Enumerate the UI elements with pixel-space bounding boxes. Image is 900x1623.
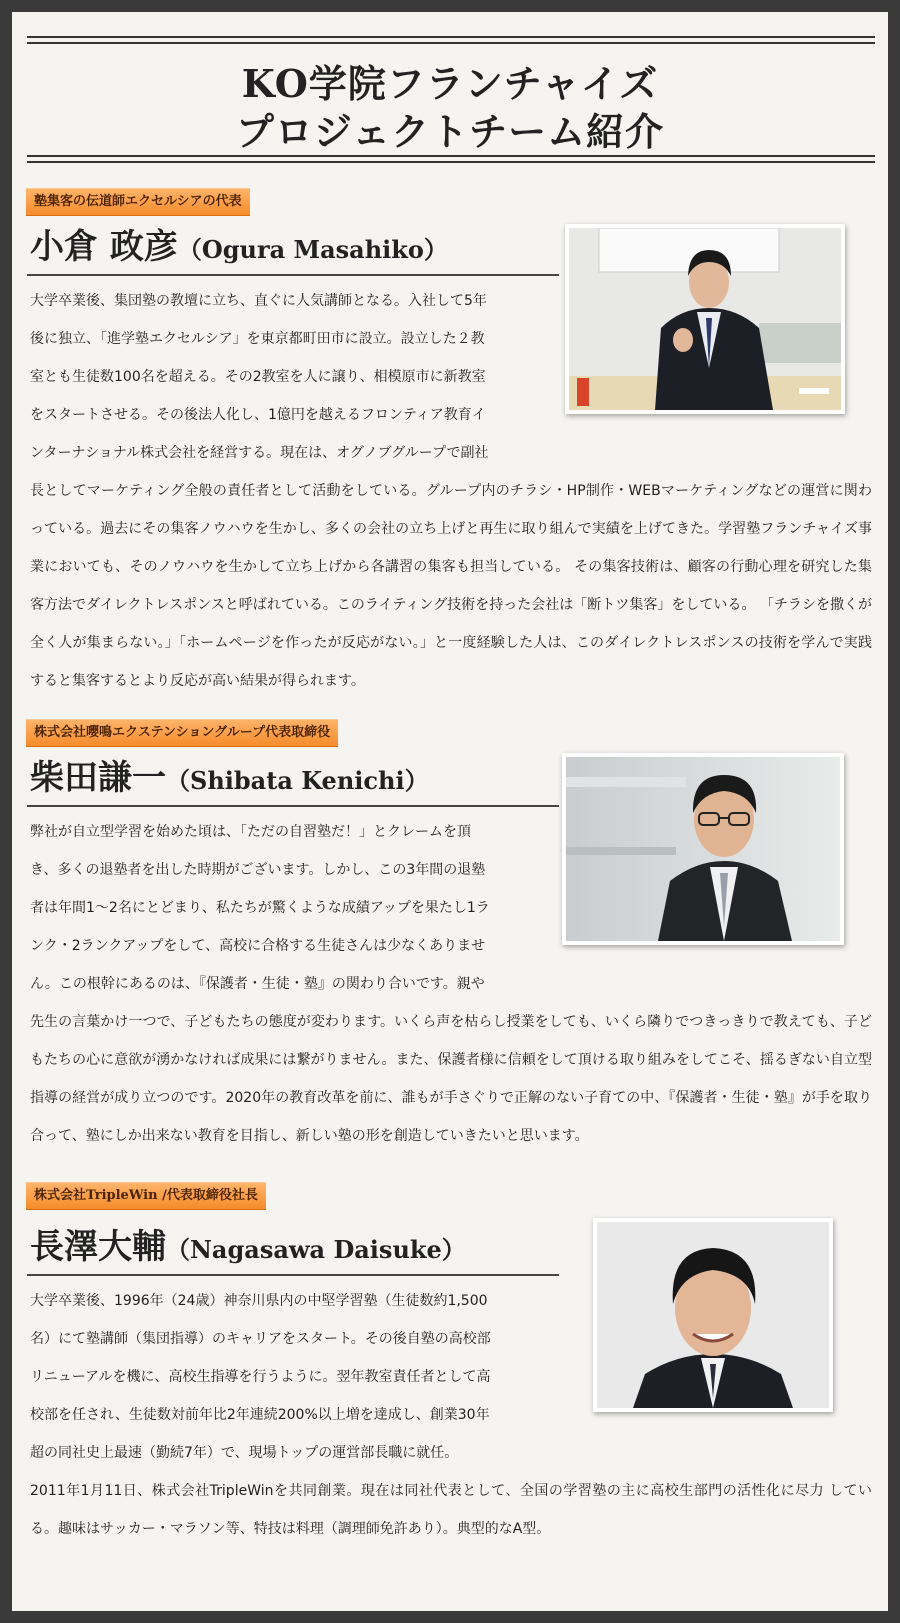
page-title-line2: プロジェクトチーム紹介 — [235, 109, 665, 154]
bio-line: 室とも生徒数100名を超える。その2教室を人に譲り、相模原市に新教室 — [30, 369, 486, 385]
member-name — [30, 224, 448, 273]
member-bio — [30, 282, 872, 700]
member-tag: 株式会社TripleWin /代表取締役社長 — [26, 1182, 266, 1210]
title-top-rule — [27, 36, 875, 44]
bio-line: ンターナショナル株式会社を経営する。現在は、オグノブグループで副社 — [30, 445, 489, 461]
bio-paragraph: 長としてマーケティング全般の責任者として活動をしている。グループ内のチラシ・HP制作・WEBマーケティングなどの運営に関わっている。過去にその集客ノウハウを生かし、多くの会社の立ち上げと再生に取り組んで実績を上げてきた。学習塾フランチャイズ事業においても、そのノウハウを生かして立ち上げから各講習の集客も担当している。 その集客技術は、顧客の行動心理を研究した集客方法でダイレクトレスポンスと呼ばれている。このライティング技術を持った会社は「断トツ集客」をしている。 「チラシを撒くが全く人が集まらない。」「ホームページを作ったが反応がない。」と一度経験した人は、このダイレクトレスポンスの技術を学んで実践すると集客するとより反応が高い結果が得られます。 — [30, 483, 872, 689]
member-tag: 株式会社嚶鳴エクステンショングループ代表取締役 — [26, 719, 338, 747]
bio-line: 後に独立、「進学塾エクセルシア」を東京都町田市に設立。設立した２教 — [30, 331, 485, 347]
name-underline — [27, 805, 559, 807]
page-title — [12, 60, 888, 156]
member-tag: 塾集客の伝道師エクセルシアの代表 — [26, 188, 250, 216]
bio-paragraph: 2011年1月11日、株式会社TripleWinを共同創業。現在は同社代表として、全国の学習塾の主に高校生部門の活性化に尽力 している。趣味はサッカー・マラソン等、特技は料理（調理師免許あり）。典型的なA型。 — [30, 1483, 872, 1537]
name-underline — [27, 1274, 559, 1276]
member-name — [30, 755, 429, 804]
bio-line: リニューアルを機に、高校生指導を行うように。翌年教室責任者として高 — [30, 1369, 491, 1385]
bio-line: ンク・2ランクアップをして、高校に合格する生徒さんは少なくありませ — [30, 938, 486, 954]
bio-line: き、多くの退塾者を出した時期がございます。しかし、この3年間の退塾 — [30, 862, 486, 878]
bio-line: 弊社が自立型学習を始めた頃は、「ただの自習塾だ！」とクレームを頂 — [30, 824, 471, 840]
bio-line: 大学卒業後、1996年（24歳）神奈川県内の中堅学習塾（生徒数約1,500 — [30, 1293, 488, 1309]
bio-line: をスタートさせる。その後法人化し、1億円を越えるフロンティア教育イ — [30, 407, 486, 423]
member-name — [30, 1224, 466, 1273]
member-name-kanji: 柴田謙一 — [30, 758, 166, 798]
bio-line: 者は年間1〜2名にとどまり、私たちが驚くような成績アップを果たし1ラ — [30, 900, 490, 916]
member-name-romaji: （Ogura Masahiko） — [177, 235, 448, 264]
member-bio — [30, 813, 872, 1155]
bio-paragraph: 先生の言葉かけ一つで、子どもたちの態度が変わります。いくら声を枯らし授業をしても、いくら隣りでつきっきりで教えても、子どもたちの心に意欲が湧かなければ成果には繋がりません。また、保護者様に信頼をして頂ける取り組みをしてこそ、揺るぎない自立型指導の経営が成り立つのです。2020年の教育改革を前に、誰もが手さぐりで正解のない子育ての中、『保護者・生徒・塾』が手を取り合って、塾にしか出来ない教育を目指し、新しい塾の形を創造していきたいと思います。 — [30, 1014, 872, 1144]
page-title-line1: KO学院フランチャイズ — [241, 61, 659, 106]
member-bio — [30, 1282, 872, 1548]
bio-line: 超の同社史上最速（勤続7年）で、現場トップの運営部長職に就任。 — [30, 1445, 459, 1461]
member-name-kanji: 長澤大輔 — [30, 1227, 166, 1267]
member-name-kanji: 小倉 政彦 — [30, 227, 178, 267]
member-name-romaji: （Nagasawa Daisuke） — [166, 1235, 466, 1264]
bio-line: 大学卒業後、集団塾の教壇に立ち、直ぐに人気講師となる。入社して5年 — [30, 293, 487, 309]
bio-line: 校部を任され、生徒数対前年比2年連続200%以上増を達成し、創業30年 — [30, 1407, 490, 1423]
bio-line: ん。この根幹にあるのは、『保護者・生徒・塾』の関わり合いです。親や — [30, 976, 485, 992]
name-underline — [27, 274, 559, 276]
member-name-romaji: （Shibata Kenichi） — [166, 766, 429, 795]
team-intro-page — [12, 12, 888, 1611]
bio-line: 名）にて塾講師（集団指導）のキャリアをスタート。その後自塾の高校部 — [30, 1331, 491, 1347]
title-bottom-rule — [27, 155, 875, 163]
